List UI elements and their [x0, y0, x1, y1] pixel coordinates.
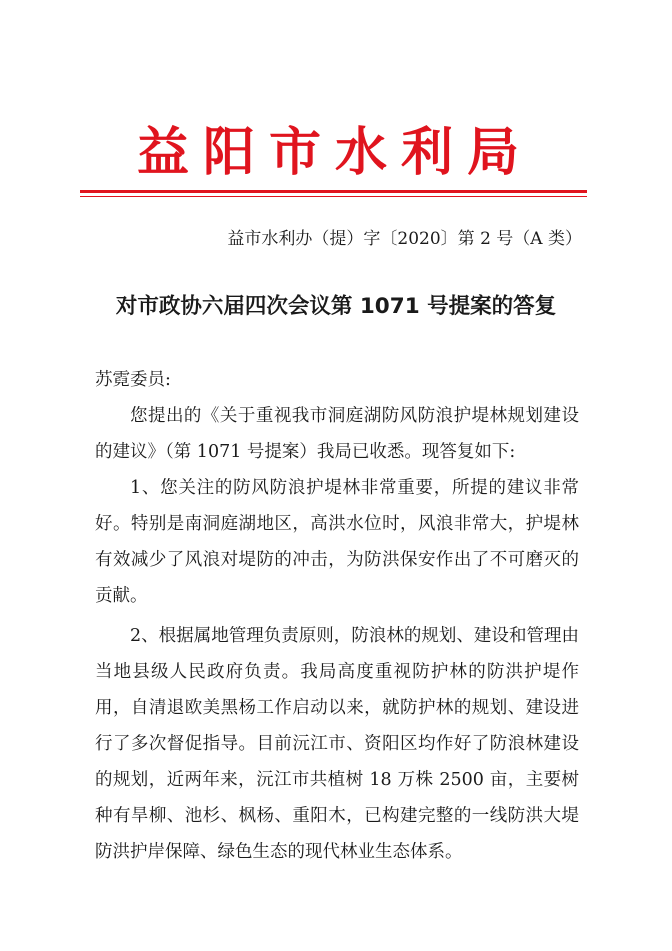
document-body	[95, 362, 579, 870]
document-number: 益市水利办（提）字〔2020〕第 2 号（A 类）	[227, 229, 582, 249]
document-title: 对市政协六届四次会议第 1071 号提案的答复	[115, 294, 557, 319]
paragraph-item-1: 1、您关注的防风防浪护堤林非常重要，所提的建议非常好。特别是南洞庭湖地区，高洪水位时，风浪非常大，护堤林有效减少了风浪对堤防的冲击，为防洪保安作出了不可磨灭的贡献。	[95, 478, 579, 606]
header-rule-thick	[80, 190, 587, 193]
salutation: 苏霓委员:	[95, 370, 171, 390]
org-header-title: 益阳市水利局	[136, 122, 533, 183]
paragraph-intro: 您提出的《关于重视我市洞庭湖防风防浪护堤林规划建设的建议》（第 1071 号提案）我局已收悉。现答复如下:	[95, 406, 579, 462]
paragraph-item-2: 2、根据属地管理负责原则，防浪林的规划、建设和管理由当地县级人民政府负责。我局高度重视防护林的防洪护堤作用，自清退欧美黑杨工作启动以来，就防护林的规划、建设进行了多次督促指导。目前沅江市、资阳区均作好了防浪林建设的规划，近两年来，沅江市共植树 18 万株 2500 亩，主要树种有旱柳、池杉、枫杨、重阳木，已构建完整的一线防洪大堤防洪护岸保障、绿色生态的现代林业生态体系。	[95, 626, 579, 862]
header-rule-thin	[80, 196, 587, 197]
